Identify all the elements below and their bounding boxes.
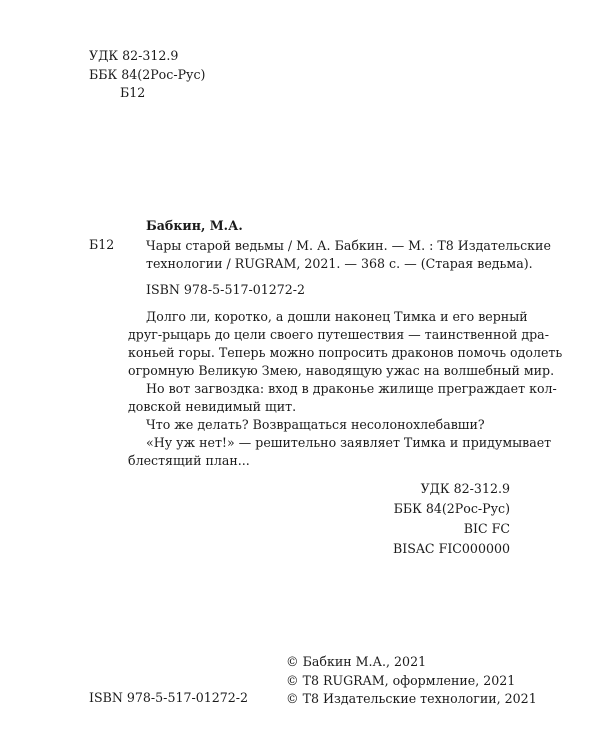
annotation-line: довской невидимый щит.	[128, 399, 297, 414]
udk-code: УДК 82-312.9	[89, 48, 179, 63]
copyright-line: © Т8 Издательские технологии, 2021	[286, 691, 537, 706]
copyright-line: © Бабкин М.А., 2021	[286, 654, 427, 669]
bib-line: технологии / RUGRAM, 2021. — 368 с. — (Старая ведьма).	[146, 256, 533, 271]
annotation-line: Долго ли, коротко, а дошли наконец Тимка и его верный	[146, 309, 528, 324]
classification-block	[89, 47, 205, 103]
author-sign: Б12	[120, 85, 146, 100]
annotation-line: блестящий план...	[128, 453, 250, 468]
annotation-line: «Ну уж нет!» — решительно заявляет Тимка и придумывает	[146, 435, 552, 450]
bic-code: BIC FC	[463, 521, 510, 536]
copyright-block	[286, 653, 537, 709]
annotation-line: коньей горы. Теперь можно попросить драконов помочь одолеть	[128, 345, 563, 360]
isbn-footer: ISBN 978-5-517-01272-2	[89, 690, 249, 705]
annotation	[128, 308, 563, 470]
annotation-line: Но вот загвоздка: вход в драконье жилище преграждает кол-	[146, 381, 557, 396]
bib-line: Чары старой ведьмы / М. А. Бабкин. — М. : Т8 Издательские	[146, 238, 551, 253]
annotation-line: Что же делать? Возвращаться несолонохлебавши?	[146, 417, 485, 432]
bbk-code: ББК 84(2Рос-Рус)	[393, 501, 510, 516]
isbn-record: ISBN 978-5-517-01272-2	[146, 282, 306, 297]
catalog-cipher: Б12	[89, 237, 115, 252]
author-heading: Бабкин, М.А.	[146, 218, 243, 233]
udk-code: УДК 82-312.9	[420, 481, 510, 496]
annotation-line: друг-рыцарь до цели своего путешествия — таинственной дра-	[128, 327, 549, 342]
bisac-code: BISAC FIC000000	[392, 541, 510, 556]
copyright-line: © Т8 RUGRAM, оформление, 2021	[286, 672, 516, 688]
bbk-code: ББК 84(2Рос-Рус)	[89, 66, 206, 82]
annotation-line: огромную Великую Змею, наводящую ужас на волшебный мир.	[128, 363, 555, 378]
bottom-classification	[393, 479, 510, 559]
bibliographic-description	[146, 237, 551, 273]
